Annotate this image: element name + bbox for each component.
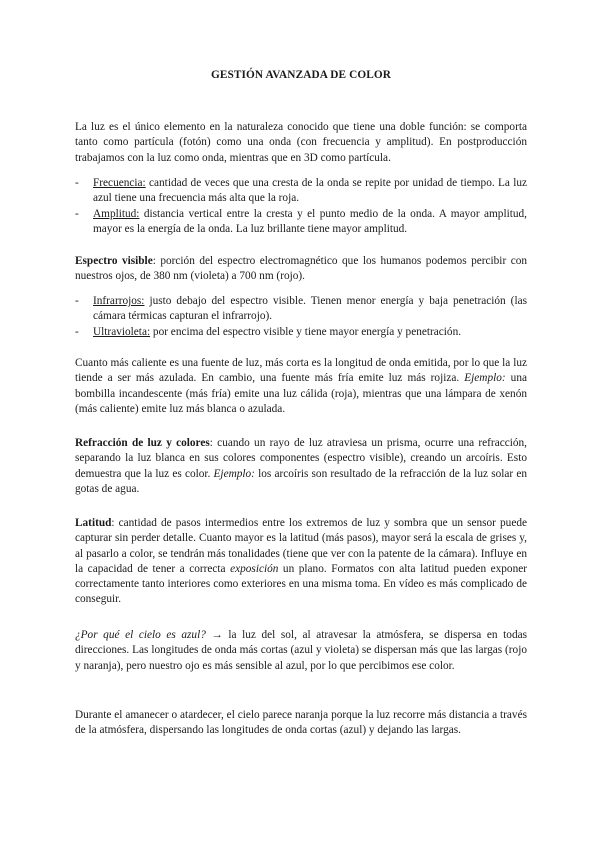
page-title: GESTIÓN AVANZADA DE COLOR [210, 69, 392, 81]
refraction-text-2: los arcoíris son resultado de la refracción de la luz solar en gotas de agua. [75, 467, 527, 495]
latitude-paragraph [75, 516, 527, 608]
definition-infrarrojos: justo debajo del espectro visible. Tienen menor energía y baja penetración (las cámara térmicas capturan el infrarrojo). [93, 295, 527, 323]
latitude-section [75, 516, 527, 608]
refraction-section [75, 436, 527, 497]
sky-paragraph [75, 628, 527, 674]
sky-question: ¿Por qué el cielo es azul? [75, 629, 206, 641]
wave-properties-list [75, 176, 527, 237]
list-dash: - [75, 207, 79, 220]
list-dash: - [75, 325, 79, 338]
temperature-paragraph [75, 356, 527, 417]
spectrum-paragraph [75, 254, 527, 285]
wave-properties-section [75, 176, 527, 237]
spectrum-items-section [75, 294, 527, 340]
latitude-text-1: : cantidad de pasos intermedios entre los extremos de luz y sombra que un sensor puede capturar sin perder detalle. Cuanto mayor es la latitud (más pasos), mayor será la escala de grises y, al pasarlo a color, se tendrán más tonalidades (tiene que ver con la patente de la cámara). Influye en la capacidad de tener a correcta [75, 517, 527, 575]
spectrum-items-list [75, 294, 527, 340]
intro-section [75, 120, 527, 166]
example-label: Ejemplo: [464, 372, 506, 385]
term-latitud: Latitud [75, 517, 112, 529]
definition-ultravioleta: por encima del espectro visible y tiene mayor energía y penetración. [150, 325, 462, 338]
definition-amplitud: distancia vertical entre la cresta y el punto medio de la onda. A mayor amplitud, mayor es la energía de la onda. La luz brillante tiene mayor amplitud. [93, 207, 527, 235]
italic-exposicion: exposición [230, 562, 279, 575]
term-infrarrojos: Infrarrojos: [93, 295, 145, 307]
example-label: Ejemplo: [213, 467, 255, 480]
term-frecuencia: Frecuencia: [93, 177, 146, 189]
refraction-paragraph [75, 436, 527, 497]
term-ultravioleta: Ultravioleta: [93, 325, 151, 338]
spectrum-section [75, 254, 527, 285]
temperature-text-1: Cuanto más caliente es una fuente de luz, más corta es la longitud de onda emitida, por lo que la luz tiende a ser más azulada. En cambio, una fuente más fría emite luz más rojiza. [75, 357, 527, 385]
intro-paragraph: La luz es el único elemento en la naturaleza conocido que tiene una doble función: se comporta tanto como partícula (fotón) como una onda (con frecuencia y amplitud). En postproducción trabajamos con la luz como onda, mientras que en 3D como partícula. [75, 121, 527, 164]
definition-frecuencia: cantidad de veces que una cresta de la onda se repite por unidad de tiempo. La luz azul tiene una frecuencia más alta que la roja. [93, 177, 527, 205]
list-dash: - [75, 295, 79, 307]
spectrum-definition: : porción del espectro electromagnético que los humanos podemos percibir con nuestros ojos, de 380 nm (violeta) a 700 nm (rojo). [75, 255, 528, 283]
list-item-infrarrojos [75, 294, 527, 325]
temperature-section [75, 356, 527, 417]
list-item-frecuencia [75, 176, 527, 207]
term-amplitud: Amplitud: [93, 207, 140, 220]
temperature-text-2: una bombilla incandescente (más fría) emite una luz cálida (roja), mientras que una lámpara de xenón (más caliente) emite luz más blanca o azulada. [75, 372, 527, 415]
list-item-ultravioleta [75, 325, 527, 340]
sky-section [75, 628, 527, 674]
latitude-text-2: un plano. Formatos con alta latitud pueden exponer correctamente tanto interiores como exteriores en una misma toma. En vídeo es más complicado de conseguir. [75, 562, 528, 606]
term-espectro-visible: Espectro visible [75, 255, 153, 267]
refraction-text-1: : cuando un rayo de luz atraviesa un prisma, ocurre una refracción, separando la luz blanca en sus colores componentes (espectro visible), creando un arcoíris. Esto demuestra que la luz es color. [75, 437, 527, 480]
list-dash: - [75, 177, 79, 189]
sky-text: la luz del sol, al atravesar la atmósfera, se dispersa en todas direcciones. Las longitudes de onda más cortas (azul y violeta) se dispersan más que las largas (rojo y naranja), pero nuestro ojo es más sensible al azul, por lo que percibimos ese color. [75, 629, 527, 672]
term-refraccion: Refracción de luz y colores [75, 437, 210, 449]
list-item-amplitud [75, 207, 527, 238]
arrow-icon: → [205, 629, 229, 641]
sunset-paragraph: Durante el amanecer o atardecer, el cielo parece naranja porque la luz recorre más distancia a través de la atmósfera, dispersando las longitudes de onda cortas (azul) y dejando las largas. [75, 709, 527, 737]
sunset-section [75, 708, 527, 739]
